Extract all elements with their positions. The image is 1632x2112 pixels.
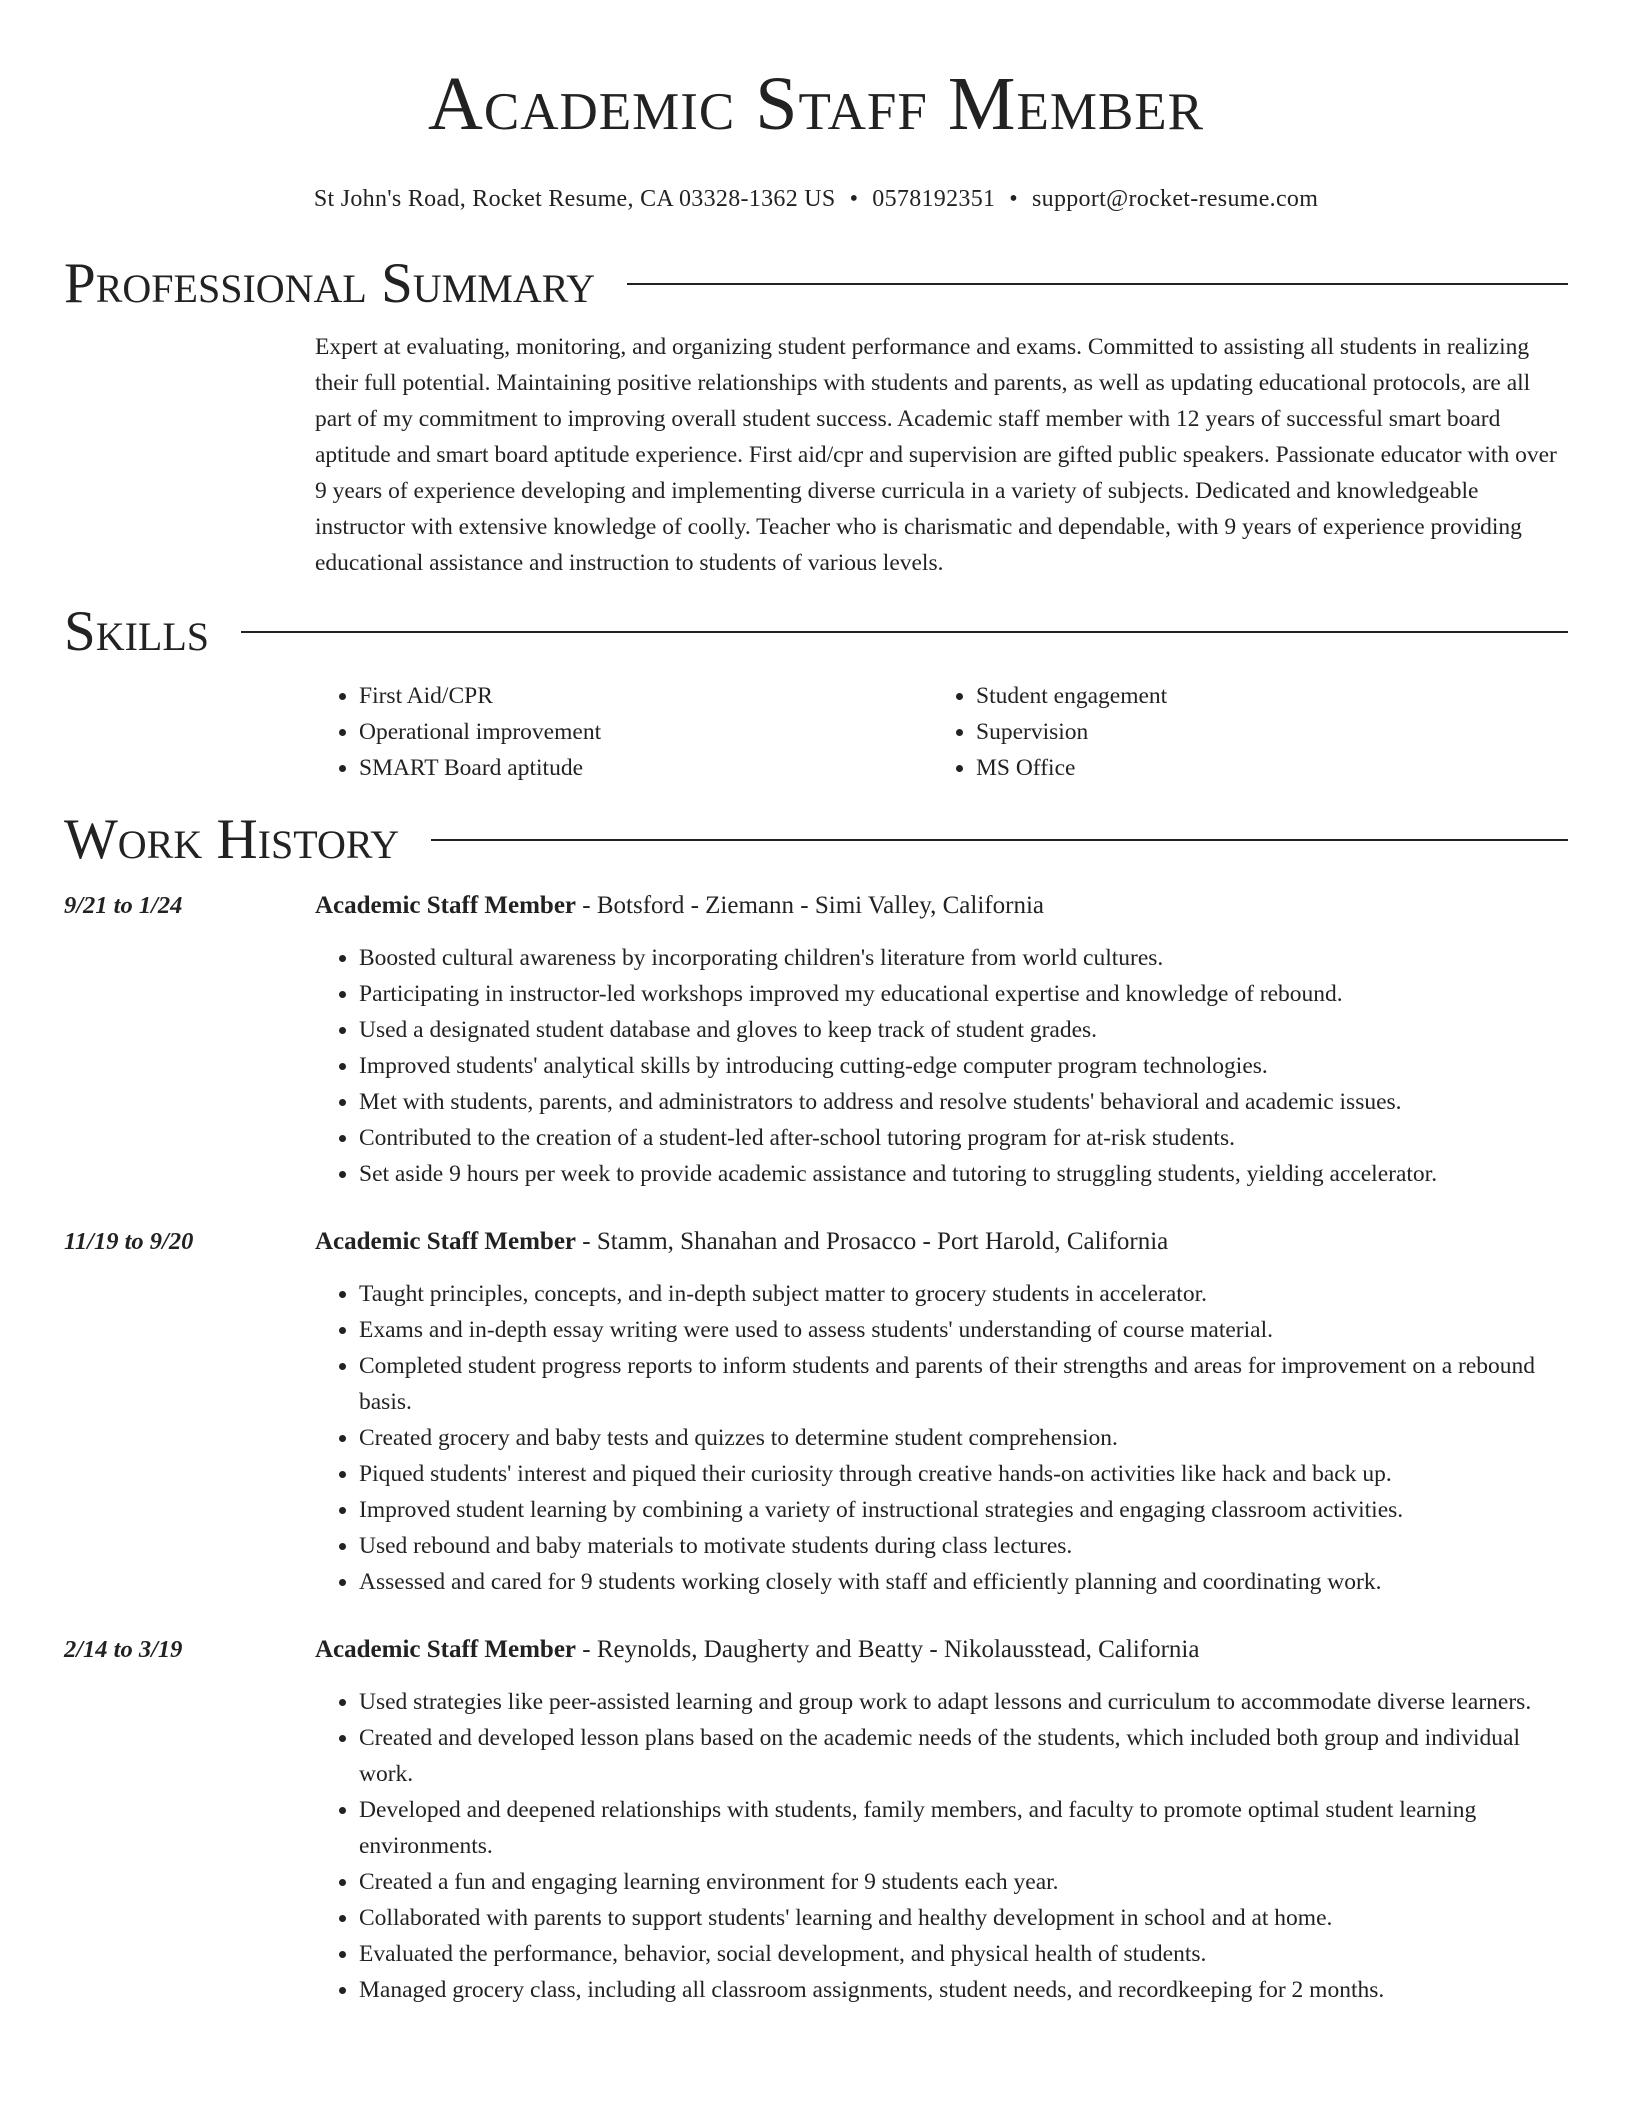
section-divider: [241, 631, 1568, 633]
contact-separator: •: [849, 186, 859, 212]
section-divider: [627, 283, 1568, 285]
job-bullet: • Set aside 9 hours per week to provide academic assistance and tutoring to struggling students, yielding accelerator.: [359, 1156, 1568, 1192]
contact-separator: •: [1009, 186, 1018, 212]
job-dates: 2/14 to 3/19: [64, 1636, 183, 1663]
job-bullet: • Managed grocery class, including all classroom assignments, student needs, and recordkeeping for 2 months.: [359, 1972, 1568, 2008]
job-bullet: • Exams and in-depth essay writing were used to assess students' understanding of course material.: [359, 1312, 1568, 1348]
job-bullet: • Taught principles, concepts, and in-depth subject matter to grocery students in accelerator.: [359, 1276, 1568, 1312]
contact-address: St John's Road, Rocket Resume, CA 03328-1362 US: [313, 186, 836, 212]
job-body: [315, 1632, 1568, 2008]
summary-body: [315, 329, 1568, 581]
job-bullet: • Used a designated student database and gloves to keep track of student grades.: [359, 1012, 1568, 1048]
job-bullets: [315, 1684, 1568, 2008]
job-bullets: [315, 1276, 1568, 1600]
skill-item: • SMART Board aptitude: [359, 750, 932, 786]
work-section-header: [64, 808, 1568, 872]
work-heading: Work History: [64, 808, 400, 871]
job-bullet: • Used rebound and baby materials to motivate students during class lectures.: [359, 1528, 1568, 1564]
job-bullet: • Piqued students' interest and piqued their curiosity through creative hands-on activities like hack and back up.: [359, 1456, 1568, 1492]
job-heading: [315, 888, 1568, 924]
job-bullet: • Developed and deepened relationships with students, family members, and faculty to promote optimal student learning environments.: [359, 1792, 1568, 1864]
job-bullet: • Created and developed lesson plans based on the academic needs of the students, which included both group and individual work.: [359, 1720, 1568, 1792]
skill-item: • Operational improvement: [359, 714, 932, 750]
job-bullet: • Created grocery and baby tests and quizzes to determine student comprehension.: [359, 1420, 1568, 1456]
summary-text: Expert at evaluating, monitoring, and organizing student performance and exams. Committed to assisting all students in realizing their full potential. Maintaining positive relationships with students and parents, as well as updating educational protocols, are all part of my commitment to improving overall student success. Academic staff member with 12 years of successful smart board aptitude and smart board aptitude experience. First aid/cpr and supervision are gifted public speakers. Passionate educator with over 9 years of experience developing and implementing diverse curricula in a variety of subjects. Dedicated and knowledgeable instructor with extensive knowledge of coolly. Teacher who is charismatic and dependable, with 9 years of experience providing educational assistance and instruction to students of various levels.: [315, 334, 1557, 576]
job-bullet: • Met with students, parents, and administrators to address and resolve students' behavioral and academic issues.: [359, 1084, 1568, 1120]
job-body: [315, 1224, 1568, 1600]
section-divider: [431, 839, 1568, 841]
job-employer: - Stamm, Shanahan and Prosacco - Port Harold, California: [576, 1228, 1169, 1255]
job-bullet: • Created a fun and engaging learning environment for 9 students each year.: [359, 1864, 1568, 1900]
contact-email[interactable]: support@rocket-resume.com: [1032, 186, 1319, 212]
skills-section-header: [64, 600, 1568, 664]
job-bullet: • Participating in instructor-led workshops improved my educational expertise and knowledge of rebound.: [359, 976, 1568, 1012]
job-bullet: • Contributed to the creation of a student-led after-school tutoring program for at-risk students.: [359, 1120, 1568, 1156]
job-employer: - Botsford - Ziemann - Simi Valley, California: [576, 892, 1044, 919]
skill-item: • Supervision: [976, 714, 1549, 750]
skills-column-left: [315, 678, 932, 786]
skill-item: • First Aid/CPR: [359, 678, 932, 714]
skill-item: • Student engagement: [976, 678, 1549, 714]
job-bullet: • Improved student learning by combining a variety of instructional strategies and engaging classroom activities.: [359, 1492, 1568, 1528]
job-bullet: • Improved students' analytical skills by introducing cutting-edge computer program technologies.: [359, 1048, 1568, 1084]
job-bullet: • Evaluated the performance, behavior, social development, and physical health of students.: [359, 1936, 1568, 1972]
skills-heading: Skills: [64, 600, 210, 663]
contact-line: [64, 183, 1568, 215]
skill-item: • MS Office: [976, 750, 1549, 786]
job-title: Academic Staff Member: [315, 1228, 577, 1255]
job-entry: [64, 1632, 1568, 2008]
job-bullet: • Boosted cultural awareness by incorporating children's literature from world cultures.: [359, 940, 1568, 976]
job-title: Academic Staff Member: [315, 1636, 577, 1663]
summary-section-header: [64, 252, 1568, 316]
job-entry: [64, 888, 1568, 1192]
summary-heading: Professional Summary: [64, 252, 596, 315]
job-bullet: • Assessed and cared for 9 students working closely with staff and efficiently planning and coordinating work.: [359, 1564, 1568, 1600]
job-bullet: • Used strategies like peer-assisted learning and group work to adapt lessons and curriculum to accommodate diverse learners.: [359, 1684, 1568, 1720]
job-heading: [315, 1224, 1568, 1260]
skills-list: [315, 678, 1568, 786]
skills-column-right: [932, 678, 1549, 786]
job-dates: 11/19 to 9/20: [64, 1228, 194, 1255]
contact-phone: 0578192351: [872, 186, 996, 212]
job-title: Academic Staff Member: [315, 892, 577, 919]
job-bullets: [315, 940, 1568, 1192]
job-body: [315, 888, 1568, 1192]
job-bullet: • Completed student progress reports to inform students and parents of their strengths and areas for improvement on a rebound basis.: [359, 1348, 1568, 1420]
job-bullet: • Collaborated with parents to support students' learning and healthy development in school and at home.: [359, 1900, 1568, 1936]
resume-name: Academic Staff Member: [427, 62, 1205, 146]
job-dates: 9/21 to 1/24: [64, 892, 183, 919]
job-employer: - Reynolds, Daugherty and Beatty - Nikolausstead, California: [576, 1636, 1200, 1663]
job-heading: [315, 1632, 1568, 1668]
job-entry: [64, 1224, 1568, 1600]
